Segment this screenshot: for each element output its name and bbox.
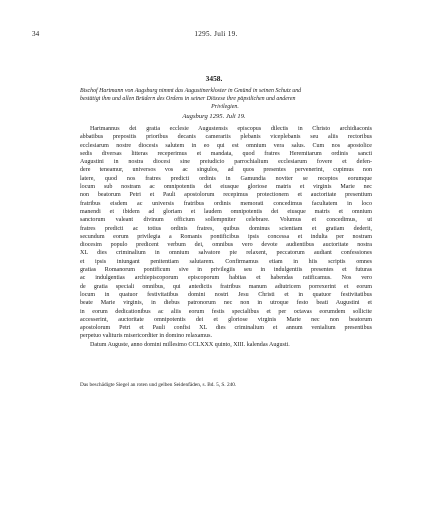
text-line: in eorum dedicationibus ac aliis eorum festis specialibus et per octavas eorumdem sollicite bbox=[80, 308, 372, 315]
text-line: de gratia speciali omnibus, qui antedictis fratribus manum adiutricem porrexerint et eorum bbox=[80, 283, 372, 290]
charter-text bbox=[80, 125, 372, 349]
text-line: Augustini in nostra diocesi sine preiudicio parrochialium ecclesiarum fovere et defen- bbox=[80, 159, 372, 166]
text-line: sanctorum valeant divinum officium sollempniter celebrare. Volumus et concedimus, ut bbox=[80, 217, 372, 224]
text-line: secundum eorum privilegia a Romanis pontificibus ipsis concessa et indulta per nostram bbox=[80, 233, 372, 240]
text-line: abbatibus prepositis prioribus decanis camerariis plebanis viceplebanis seu aliis rectoribus bbox=[80, 134, 372, 141]
text-line: ecclesiarum nostre diocesis salutem in eo qui est omnium vera salus. Cum nos apostolice bbox=[80, 142, 372, 149]
text-line: apostolorum Petri et Pauli confisi XL dies criminalium et annum venialium presentibus bbox=[80, 325, 372, 332]
text-line: latere, quod nos fratres predicti ordinis in Gamundia noviter se receptos eorumque bbox=[80, 175, 372, 182]
regest-line: bestätigt ihm und allen Brüdern des Ordens in seiner Diözese ihre päpstlichen und anderen bbox=[80, 96, 296, 102]
text-line: perpetuo valituris misericorditer in domino relaxamus. bbox=[80, 333, 212, 340]
text-line: XL dies criminalium in omnium salvatore pie relaxent, peccatorum audiant confessiones bbox=[80, 250, 372, 257]
text-line: diocesim populo predicent verbum dei, omnibus vero devote audientibus auctoritate nostra bbox=[80, 242, 372, 249]
text-line: dere teneamur, universos vos ac singulos, ad quos presentes pervenerint, cupimus non bbox=[80, 167, 372, 174]
regest-line: Bischof Hartmann von Augsburg nimmt das Augustinerkloster in Gmünd in seinen Schutz und bbox=[80, 88, 302, 94]
text-line: et ipsis iniungant penitentiam salutarem. Confirmamus etiam in hiis scriptis omnes bbox=[80, 258, 372, 265]
datum-line: Datum Auguste, anno domini millesimo CCLXXX quinto, XIII. kalendas Augusti. bbox=[90, 341, 290, 348]
footnote: Das beschädigte Siegel an roten und gelben Seidenfäden, s. Bd. 5, S. 240. bbox=[80, 382, 237, 388]
running-head: 1295. Juli 19. bbox=[194, 30, 238, 38]
text-line: locum in quatuor festivitatibus domini nostri Jesu Christi et in quatuor festivitatibus bbox=[80, 291, 372, 298]
regest-summary bbox=[80, 87, 370, 111]
text-line: manendi et ibidem ad gloriam et laudem omnipotentis dei eiusque matris et omnium bbox=[80, 208, 372, 215]
text-line: beate Marie virginis, in diebus patronorum nec non in utroque festo beati Augustini et bbox=[80, 300, 372, 307]
text-line: ac indulgentias archiepiscoporum episcoporum habitas et habendas ratificamus. Nos vero bbox=[80, 275, 372, 282]
text-line: fratres predicti ac totius ordinis fratres, quibus dominus scientiam et gratiam dederit, bbox=[80, 225, 372, 232]
dateline: Augsburg 1295. Juli 19. bbox=[182, 113, 246, 120]
page-number: 34 bbox=[32, 30, 40, 38]
text-line: fratribus eisdem ac universis fratribus ordinis memorati concedimus facultatem in loco bbox=[80, 200, 372, 207]
document-number: 3458. bbox=[205, 74, 223, 83]
text-line: locum sub nostram ac omnipotentis dei eiusque gloriose matris et virginis Marie nec bbox=[80, 184, 372, 191]
page-header bbox=[32, 30, 400, 42]
text-line: gratias Romanorum pontificum sive in privilegiis seu in indulgentiis presentes et futuras bbox=[80, 267, 372, 274]
text-line: accesserint, auctoritate omnipotentis dei et gloriose virginis Marie nec non beatorum bbox=[80, 316, 372, 323]
text-line: non beatorum Petri et Pauli apostolorum recepimus protectionem et auctoritate presentium bbox=[80, 192, 372, 199]
text-line: sedis diversas litteras receperimus et mandata, quod fratres Heremitarum ordinis sancti bbox=[80, 150, 372, 157]
regest-line: Privilegien. bbox=[211, 104, 239, 110]
text-line: Hartmannus dei gratia ecclesie Augustensis episcopus dilectis in Christo archidiaconis bbox=[90, 126, 372, 132]
